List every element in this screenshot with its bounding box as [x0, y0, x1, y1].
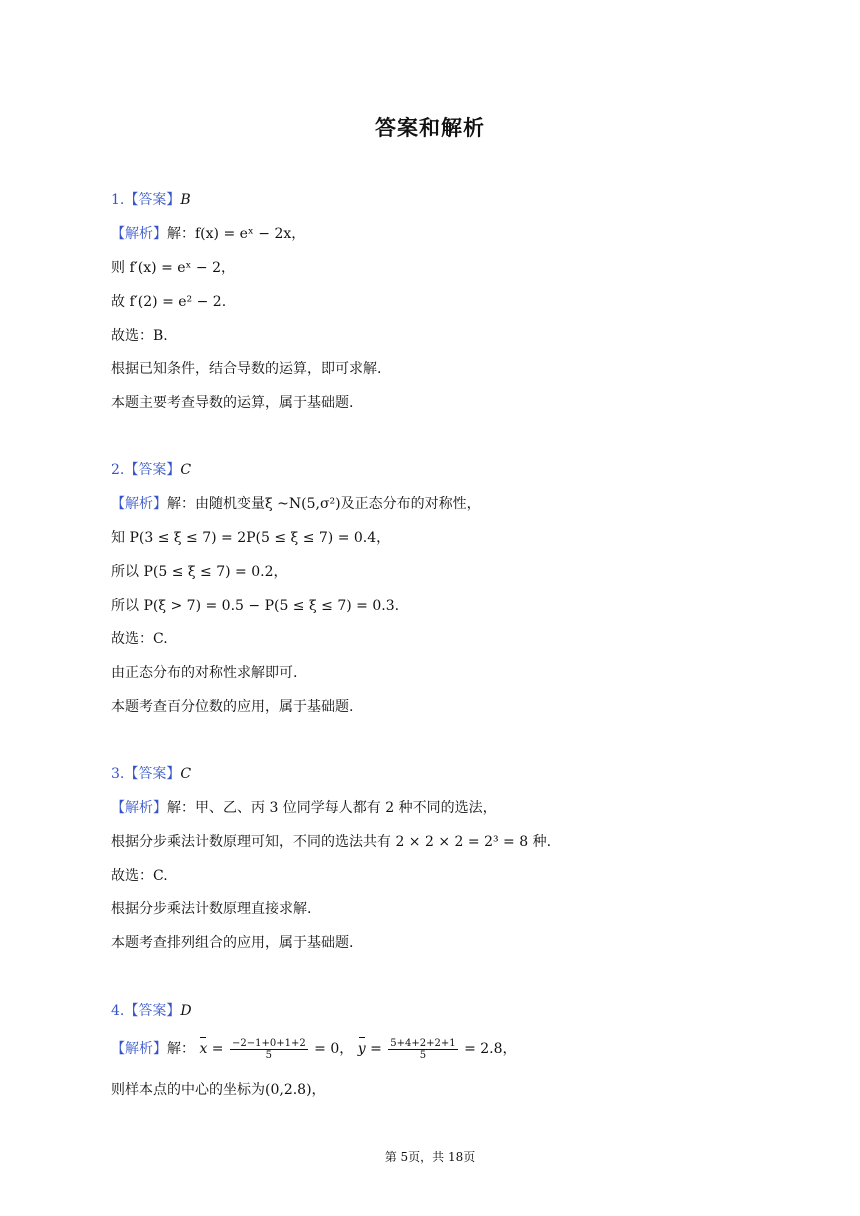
q3-answer: C — [180, 766, 192, 782]
q1-text-1: 解：f(x) = eˣ − 2x， — [167, 226, 306, 242]
x-mean-numerator: −2−1+0+1+2 — [232, 1037, 306, 1049]
q1-line-4: 故选：B. — [111, 328, 168, 344]
q1-line-2: 则 f′(x) = eˣ − 2， — [111, 260, 236, 276]
page-footer: 第 5页，共 18页 — [384, 1150, 476, 1164]
q3-text-1: 解：甲、乙、丙 3 位同学每人都有 2 种不同的选法， — [167, 800, 497, 816]
x-mean-fraction — [230, 1038, 308, 1061]
q2-number: 2. — [111, 462, 125, 478]
q4-answer-tag: 【答案】 — [124, 1003, 181, 1019]
q4-answer-line — [111, 1001, 192, 1021]
y-mean-result: = 2.8， — [464, 1041, 517, 1057]
q4-answer: D — [180, 1003, 192, 1019]
q4-line-2: 则样本点的中心的坐标为(0,2.8)， — [111, 1082, 326, 1098]
q2-line-3: 所以 P(5 ≤ ξ ≤ 7) = 0.2， — [111, 564, 288, 580]
q2-analysis-tag: 【解析】 — [111, 496, 167, 512]
q1-line-6: 本题主要考查导数的运算，属于基础题. — [111, 395, 354, 411]
q2-line-4: 所以 P(ξ > 7) = 0.5 − P(5 ≤ ξ ≤ 7) = 0.3. — [111, 598, 400, 614]
q2-answer: C — [180, 462, 192, 478]
y-mean-denominator: 5 — [419, 1049, 427, 1061]
y-mean-fraction — [388, 1038, 457, 1061]
q2-answer-tag: 【答案】 — [124, 462, 181, 478]
q3-answer-tag: 【答案】 — [124, 766, 181, 782]
q4-line-1: 【解析】解： x = $\frac{-2-1+0+1+2}{5}$ = 0， y = $\frac{5+4+2+2+1}{5}$ = 2.8， — [111, 1037, 517, 1061]
q3-analysis-tag: 【解析】 — [111, 800, 167, 816]
q3-number: 3. — [111, 766, 125, 782]
x-mean-denominator: 5 — [265, 1049, 273, 1061]
q3-line-4: 根据分步乘法计数原理直接求解. — [111, 901, 312, 917]
q4-solve: 解： — [167, 1041, 195, 1057]
q1-answer: B — [180, 192, 191, 208]
q3-line-2: 根据分步乘法计数原理可知，不同的选法共有 2 × 2 × 2 = 2³ = 8 种. — [111, 834, 552, 850]
q1-answer-line — [111, 190, 191, 210]
q4-analysis-tag: 【解析】 — [111, 1041, 167, 1057]
x-mean-result: = 0， — [314, 1041, 354, 1057]
q2-answer-line — [111, 460, 191, 480]
q2-text-1: 解：由随机变量ξ ~N(5,σ²)及正态分布的对称性， — [167, 496, 481, 512]
q2-line-7: 本题考查百分位数的应用，属于基础题. — [111, 699, 354, 715]
q1-line-3: 故 f′(2) = e² − 2. — [111, 294, 227, 310]
y-mean-numerator: 5+4+2+2+1 — [390, 1037, 456, 1049]
q3-answer-line — [111, 764, 191, 784]
q2-line-1 — [111, 494, 481, 514]
q3-line-5: 本题考查排列组合的应用，属于基础题. — [111, 935, 354, 951]
page-title: 答案和解析 — [375, 116, 485, 140]
q1-analysis-tag: 【解析】 — [111, 226, 167, 242]
x-bar: x — [199, 1036, 207, 1062]
q3-line-3: 故选：C. — [111, 868, 168, 884]
q4-number: 4. — [111, 1003, 125, 1019]
q1-number: 1. — [111, 192, 125, 208]
q2-line-2: 知 P(3 ≤ ξ ≤ 7) = 2P(5 ≤ ξ ≤ 7) = 0.4， — [111, 530, 391, 546]
q2-line-5: 故选：C. — [111, 631, 168, 647]
q2-line-6: 由正态分布的对称性求解即可. — [111, 665, 298, 681]
q3-line-1 — [111, 798, 497, 818]
q1-line-1 — [111, 224, 305, 244]
y-bar: y — [358, 1036, 366, 1062]
q1-answer-tag: 【答案】 — [124, 192, 181, 208]
q1-line-5: 根据已知条件，结合导数的运算，即可求解. — [111, 361, 382, 377]
